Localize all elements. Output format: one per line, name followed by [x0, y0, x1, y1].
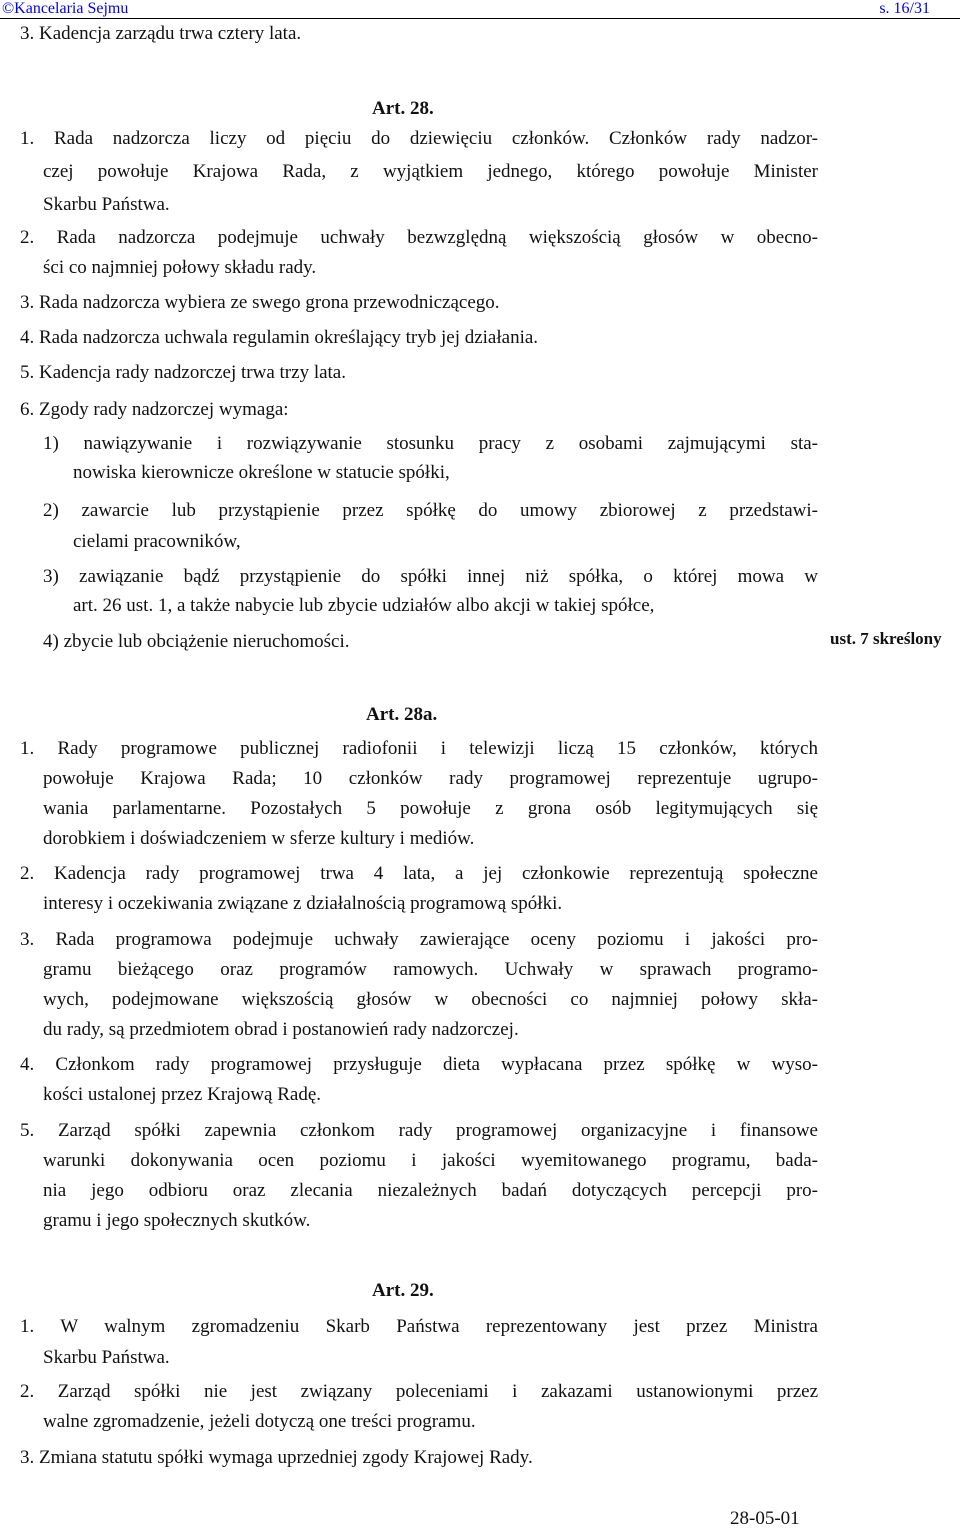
source-link[interactable]: ©Kancelaria Sejmu [2, 0, 129, 17]
list-item-line: art. 26 ust. 1, a także nabycie lub zbycie udziałów albo akcji w takiej spółce, [73, 595, 655, 616]
paragraph-line: Skarbu Państwa. [43, 194, 170, 215]
article-title: Art. 28a. [366, 704, 438, 725]
page-header [0, 0, 960, 19]
paragraph-line: wania parlamentarne. Pozostałych 5 powołuje z grona osób legitymujących się [43, 798, 818, 819]
list-item-line: 1) nawiązywanie i rozwiązywanie stosunku pracy z osobami zajmującymi sta- [43, 433, 818, 454]
paragraph-line: 2. Zarząd spółki nie jest związany poleceniami i zakazami ustanowionymi przez [20, 1381, 818, 1402]
paragraph-line: dorobkiem i doświadczeniem w sferze kultury i mediów. [43, 828, 475, 849]
page-number-link[interactable]: s. 16/31 [879, 0, 930, 17]
paragraph-line: 5. Kadencja rady nadzorczej trwa trzy lata. [20, 362, 346, 383]
paragraph-line: wych, podejmowane większością głosów w obecności co najmniej połowy skła- [43, 989, 818, 1010]
paragraph-line: walne zgromadzenie, jeżeli dotyczą one treści programu. [43, 1411, 476, 1432]
paragraph-line: 3. Kadencja zarządu trwa cztery lata. [20, 23, 302, 44]
paragraph-line: 4. Rada nadzorcza uchwala regulamin określający tryb jej działania. [20, 327, 539, 348]
article-title: Art. 29. [372, 1280, 434, 1301]
paragraph-line: kości ustalonej przez Krajową Radę. [43, 1084, 322, 1105]
paragraph-line: 3. Rada nadzorcza wybiera ze swego grona przewodniczącego. [20, 292, 500, 313]
paragraph-line: gramu i jego społecznych skutków. [43, 1210, 311, 1231]
list-item-line: cielami pracowników, [73, 531, 241, 552]
list-item-line: nowiska kierownicze określone w statucie spółki, [73, 462, 450, 483]
paragraph-line: warunki dokonywania ocen poziomu i jakości wyemitowanego programu, bada- [43, 1150, 818, 1171]
paragraph-line: gramu bieżącego oraz programów ramowych. Uchwały w sprawach programo- [43, 959, 818, 980]
paragraph-line: czej powołuje Krajowa Rada, z wyjątkiem jednego, którego powołuje Minister [43, 161, 818, 182]
margin-note: ust. 7 skreślony [830, 629, 942, 648]
paragraph-line: 1. Rady programowe publicznej radiofonii i telewizji liczą 15 członków, których [20, 738, 818, 759]
paragraph-line: 3. Rada programowa podejmuje uchwały zawierające oceny poziomu i jakości pro- [20, 929, 818, 950]
article-title: Art. 28. [372, 98, 434, 119]
paragraph-line: 6. Zgody rady nadzorczej wymaga: [20, 399, 289, 420]
paragraph-line: 3. Zmiana statutu spółki wymaga uprzedniej zgody Krajowej Rady. [20, 1447, 533, 1468]
paragraph-line: 2. Kadencja rady programowej trwa 4 lata, a jej członkowie reprezentują społeczne [20, 863, 818, 884]
footer-date: 28-05-01 [730, 1508, 800, 1529]
paragraph-line: 1. W walnym zgromadzeniu Skarb Państwa reprezentowany jest przez Ministra [20, 1316, 818, 1337]
paragraph-line: 5. Zarząd spółki zapewnia członkom rady programowej organizacyjne i finansowe [20, 1120, 818, 1141]
paragraph-line: 4. Członkom rady programowej przysługuje dieta wypłacana przez spółkę w wyso- [20, 1054, 818, 1075]
list-item-line: 4) zbycie lub obciążenie nieruchomości. [43, 631, 350, 652]
paragraph-line: 1. Rada nadzorcza liczy od pięciu do dziewięciu członków. Członków rady nadzor- [20, 128, 818, 149]
paragraph-line: du rady, są przedmiotem obrad i postanowień rady nadzorczej. [43, 1019, 519, 1040]
paragraph-line: interesy i oczekiwania związane z działalnością programową spółki. [43, 893, 563, 914]
paragraph-line: Skarbu Państwa. [43, 1347, 170, 1368]
paragraph-line: powołuje Krajowa Rada; 10 członków rady programowej reprezentuje ugrupo- [43, 768, 818, 789]
paragraph-line: 2. Rada nadzorcza podejmuje uchwały bezwzględną większością głosów w obecno- [20, 227, 818, 248]
list-item-line: 2) zawarcie lub przystąpienie przez spółkę do umowy zbiorowej z przedstawi- [43, 500, 818, 521]
paragraph-line: nia jego odbioru oraz zlecania niezależnych badań dotyczących percepcji pro- [43, 1180, 818, 1201]
list-item-line: 3) zawiązanie bądź przystąpienie do spółki innej niż spółka, o której mowa w [43, 566, 818, 587]
paragraph-line: ści co najmniej połowy składu rady. [43, 257, 317, 278]
